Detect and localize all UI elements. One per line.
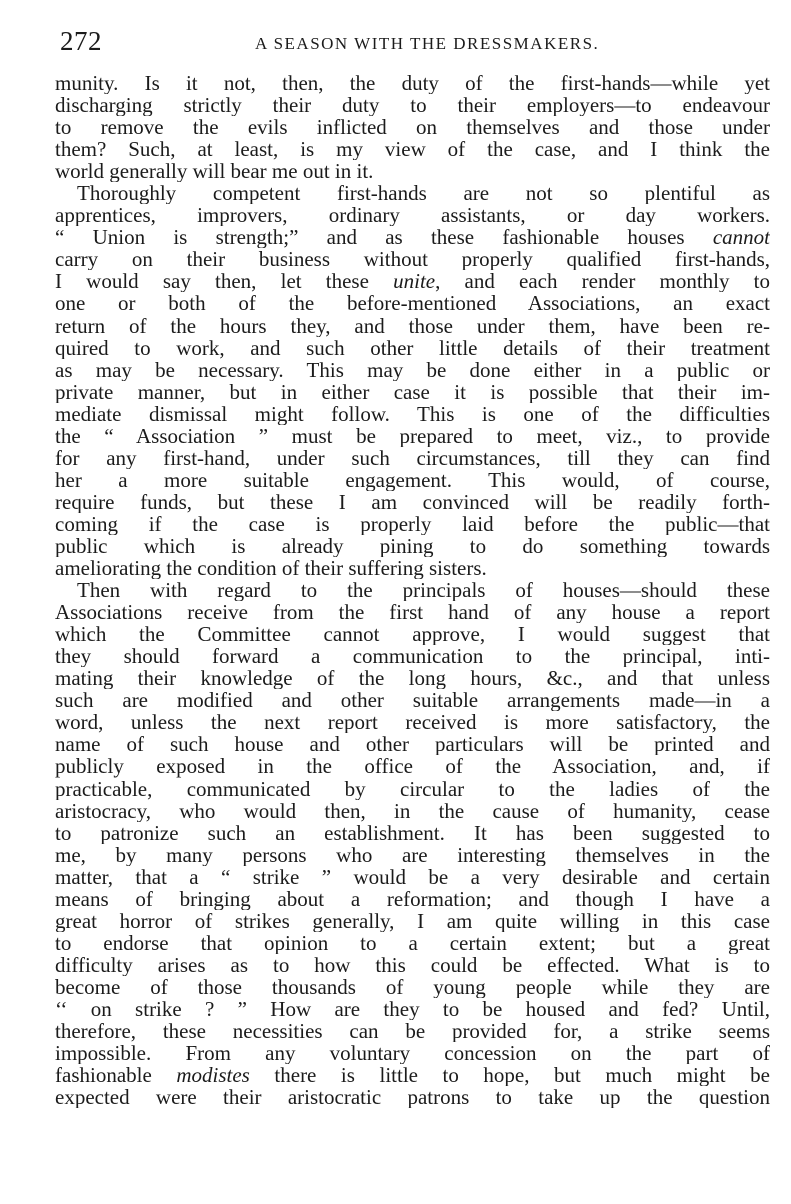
paragraph-start-line: Thoroughly competent first-hands are not so plentiful as: [77, 182, 770, 205]
text-line: mating their knowledge of the long hours, &c., and that unless: [55, 667, 770, 690]
text-line: publicly exposed in the office of the Association, and, if: [55, 755, 770, 778]
text-line: as may be necessary. This may be done either in a public or: [55, 358, 770, 381]
text-line: them? Such, at least, is my view of the case, and I think the: [55, 138, 770, 161]
text-line: for any first-hand, under such circumstances, till they can find: [55, 446, 770, 469]
text-line: practicable, communicated by circular to the ladies of the: [55, 777, 770, 800]
text-line: world generally will bear me out in it.: [55, 160, 374, 183]
text-line: private manner, but in either case it is possible that their im-: [55, 380, 770, 403]
text-line: coming if the case is properly laid before the public—that: [55, 512, 770, 535]
text-line: aristocracy, who would then, in the cause of humanity, cease: [55, 799, 770, 822]
paragraph-start-line: Then with regard to the principals of houses—should these: [77, 579, 770, 602]
text-line: ameliorating the condition of their suffering sisters.: [55, 557, 487, 580]
text-line: “ Union is strength;” and as these fashionable houses cannot: [55, 226, 770, 249]
text-line: which the Committee cannot approve, I would suggest that: [55, 623, 770, 646]
text-line: matter, that a “ strike ” would be a very desirable and certain: [55, 865, 770, 888]
italic-word: cannot: [712, 226, 770, 249]
text-line: means of bringing about a reformation; and though I have a: [55, 887, 770, 910]
text-line: ‘‘ on strike ? ” How are they to be housed and fed? Until,: [55, 997, 770, 1021]
text-line: they should forward a communication to the principal, inti-: [55, 645, 770, 668]
text-line: I would say then, let these unite, and each render monthly to: [55, 270, 770, 293]
text-line: the “ Association ” must be prepared to meet, viz., to provide: [55, 424, 770, 447]
text-line: difficulty arises as to how this could be effected. What is to: [55, 953, 770, 976]
text-line: require funds, but these I am convinced will be readily forth-: [55, 490, 770, 513]
text-line: fashionable modistes there is little to hope, but much might be: [55, 1064, 770, 1087]
page-number: 272: [60, 26, 102, 56]
text-line: great horror of strikes generally, I am quite willing in this case: [55, 909, 770, 932]
text-line: word, unless the next report received is more satisfactory, the: [55, 711, 770, 734]
text-line: impossible. From any voluntary concession on the part of: [55, 1042, 770, 1065]
text-line: such are modified and other suitable arrangements made—in a: [55, 689, 770, 712]
running-header: [50, 26, 770, 56]
text-line: munity. Is it not, then, the duty of the first-hands—while yet: [55, 72, 770, 95]
text-line: Associations receive from the first hand of any house a report: [55, 601, 770, 624]
text-line: apprentices, improvers, ordinary assistants, or day workers.: [55, 204, 770, 227]
italic-word: modistes: [176, 1064, 250, 1087]
running-title: A SEASON WITH THE DRESSMAKERS.: [255, 34, 600, 53]
text-line: therefore, these necessities can be provided for, a strike seems: [55, 1020, 770, 1043]
text-line: return of the hours they, and those under them, have been re-: [55, 314, 770, 337]
text-line: one or both of the before-mentioned Associations, an exact: [55, 292, 770, 315]
text-line: discharging strictly their duty to their employers—to endeavour: [55, 94, 770, 117]
text-line: name of such house and other particulars will be printed and: [55, 733, 770, 756]
text-line: mediate dismissal might follow. This is one of the difficulties: [55, 402, 770, 425]
italic-word: unite: [393, 270, 436, 293]
text-line: to remove the evils inflicted on themselves and those under: [55, 116, 770, 139]
text-line: public which is already pining to do something towards: [55, 534, 770, 558]
text-line: me, by many persons who are interesting themselves in the: [55, 843, 770, 866]
text-line: quired to work, and such other little details of their treatment: [55, 336, 770, 359]
text-line: to endorse that opinion to a certain extent; but a great: [55, 931, 770, 954]
text-line: become of those thousands of young people while they are: [55, 975, 770, 998]
text-line: her a more suitable engagement. This would, of course,: [55, 468, 770, 491]
text-line: to patronize such an establishment. It has been suggested to: [55, 821, 770, 844]
body-text: [55, 72, 770, 1108]
text-line: carry on their business without properly qualified first-hands,: [55, 248, 770, 271]
text-line: expected were their aristocratic patrons to take up the question: [55, 1086, 770, 1109]
